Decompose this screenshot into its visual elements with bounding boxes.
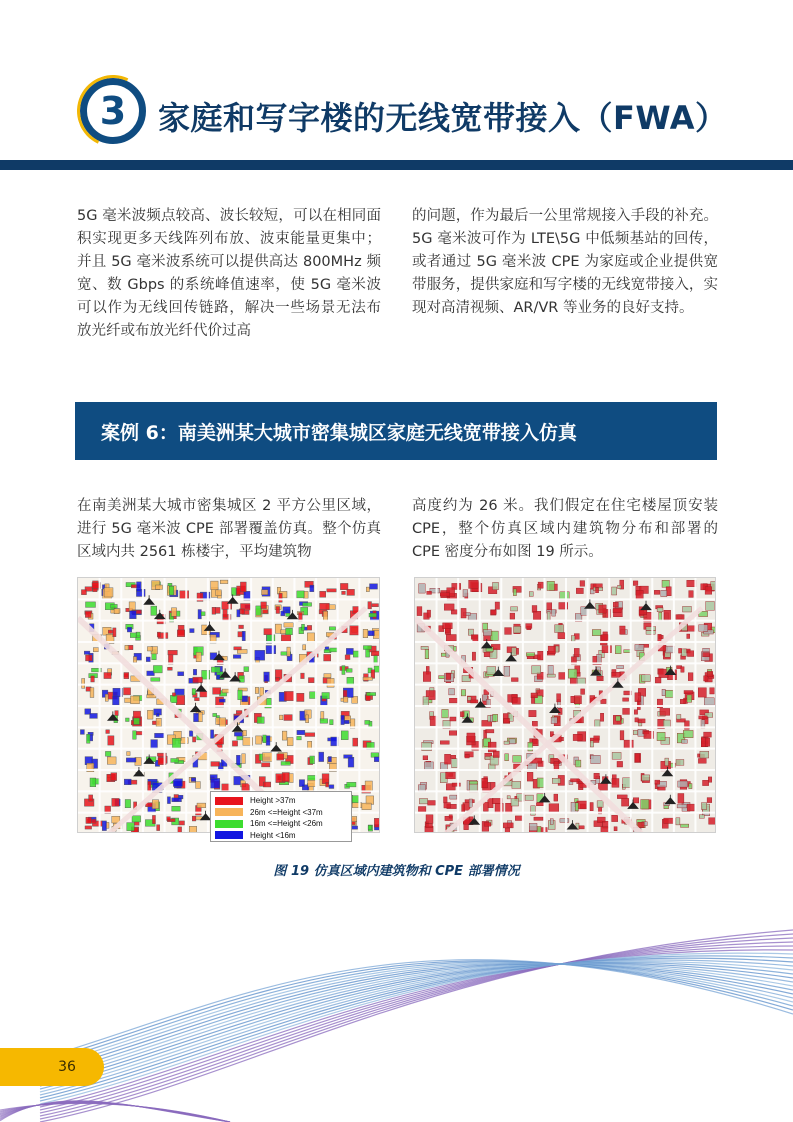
legend-label: 26m <=Height <37m [250, 807, 323, 817]
case-title: 案例 6：南美洲某大城市密集城区家庭无线宽带接入仿真 [101, 421, 577, 444]
case-paragraph-left: 在南美洲某大城市密集城区 2 平方公里区域，进行 5G 毫米波 CPE 部署覆盖仿真。整个仿真区域内共 2561 栋楼宇，平均建筑物 [77, 498, 381, 560]
page-number: 36 [58, 1059, 76, 1075]
legend-label: 16m <=Height <26m [250, 819, 323, 829]
chapter-title: 家庭和写字楼的无线宽带接入（FWA） [158, 99, 728, 137]
chapter-number: 3 [99, 89, 127, 133]
case-paragraph-right: 高度约为 26 米。我们假定在住宅楼屋顶安装 CPE，整个仿真区域内建筑物分布和部署的 CPE 密度分布如图 19 所示。 [412, 498, 718, 560]
intro-paragraph-right: 的问题，作为最后一公里常规接入手段的补充。5G 毫米波可作为 LTE\5G 中低频基站的回传，或者通过 5G 毫米波 CPE 为家庭或企业提供宽带服务，提供家庭和写字楼的无线宽带接入，实现对高清视频、AR/VR 等业务的良好支持。 [412, 208, 718, 316]
legend-label: Height >37m [250, 796, 296, 806]
figure-caption: 图 19 仿真区域内建筑物和 CPE 部署情况 [273, 864, 520, 879]
legend-label: Height <16m [250, 830, 296, 840]
intro-paragraph-left: 5G 毫米波频点较高、波长较短，可以在相同面积实现更多天线阵列布放、波束能量更集中；并且 5G 毫米波系统可以提供高达 800MHz 频宽、数 Gbps 的系统峰值速率，使 5G 毫米波可以作为无线回传链路，解决一些场景无法布放光纤或布放光纤代价过高 [77, 208, 381, 339]
